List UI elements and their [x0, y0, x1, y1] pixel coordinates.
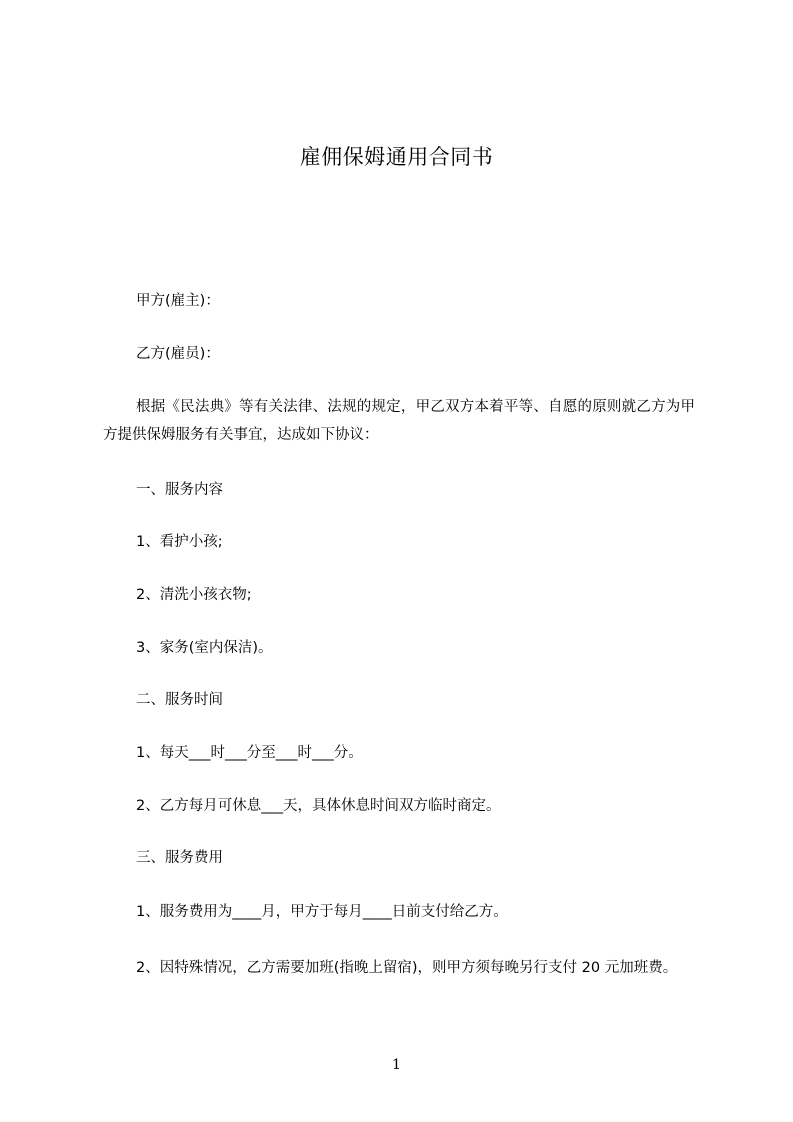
service-content-item-1: 1、看护小孩; — [136, 534, 223, 550]
document-title: 雇佣保姆通用合同书 — [299, 145, 494, 169]
party-a-line: 甲方(雇主)： — [136, 293, 220, 309]
page-number: 1 — [392, 1057, 401, 1073]
service-content-item-3: 3、家务(室内保洁)。 — [136, 640, 273, 656]
preamble-paragraph: 根据《民法典》等有关法律、法规的规定，甲乙双方本着平等、自愿的原则就乙方为甲方提供保姆服务有关事宜，达成如下协议： — [103, 399, 695, 443]
service-time-item-2: 2、乙方每月可休息___天，具体休息时间双方临时商定。 — [136, 798, 501, 814]
section-heading-service-time: 二、服务时间 — [136, 692, 223, 708]
service-time-item-1: 1、每天___时___分至___时___分。 — [136, 745, 363, 761]
service-fee-item-2: 2、因特殊情况，乙方需要加班(指晚上留宿)，则甲方须每晚另行支付 20 元加班费。 — [136, 960, 678, 976]
party-b-line: 乙方(雇员)： — [136, 346, 220, 362]
service-content-item-2: 2、清洗小孩衣物; — [136, 587, 252, 603]
section-heading-service-content: 一、服务内容 — [136, 482, 223, 498]
service-fee-item-1: 1、服务费用为____月，甲方于每月____日前支付给乙方。 — [136, 904, 508, 920]
section-heading-service-fee: 三、服务费用 — [136, 850, 223, 866]
